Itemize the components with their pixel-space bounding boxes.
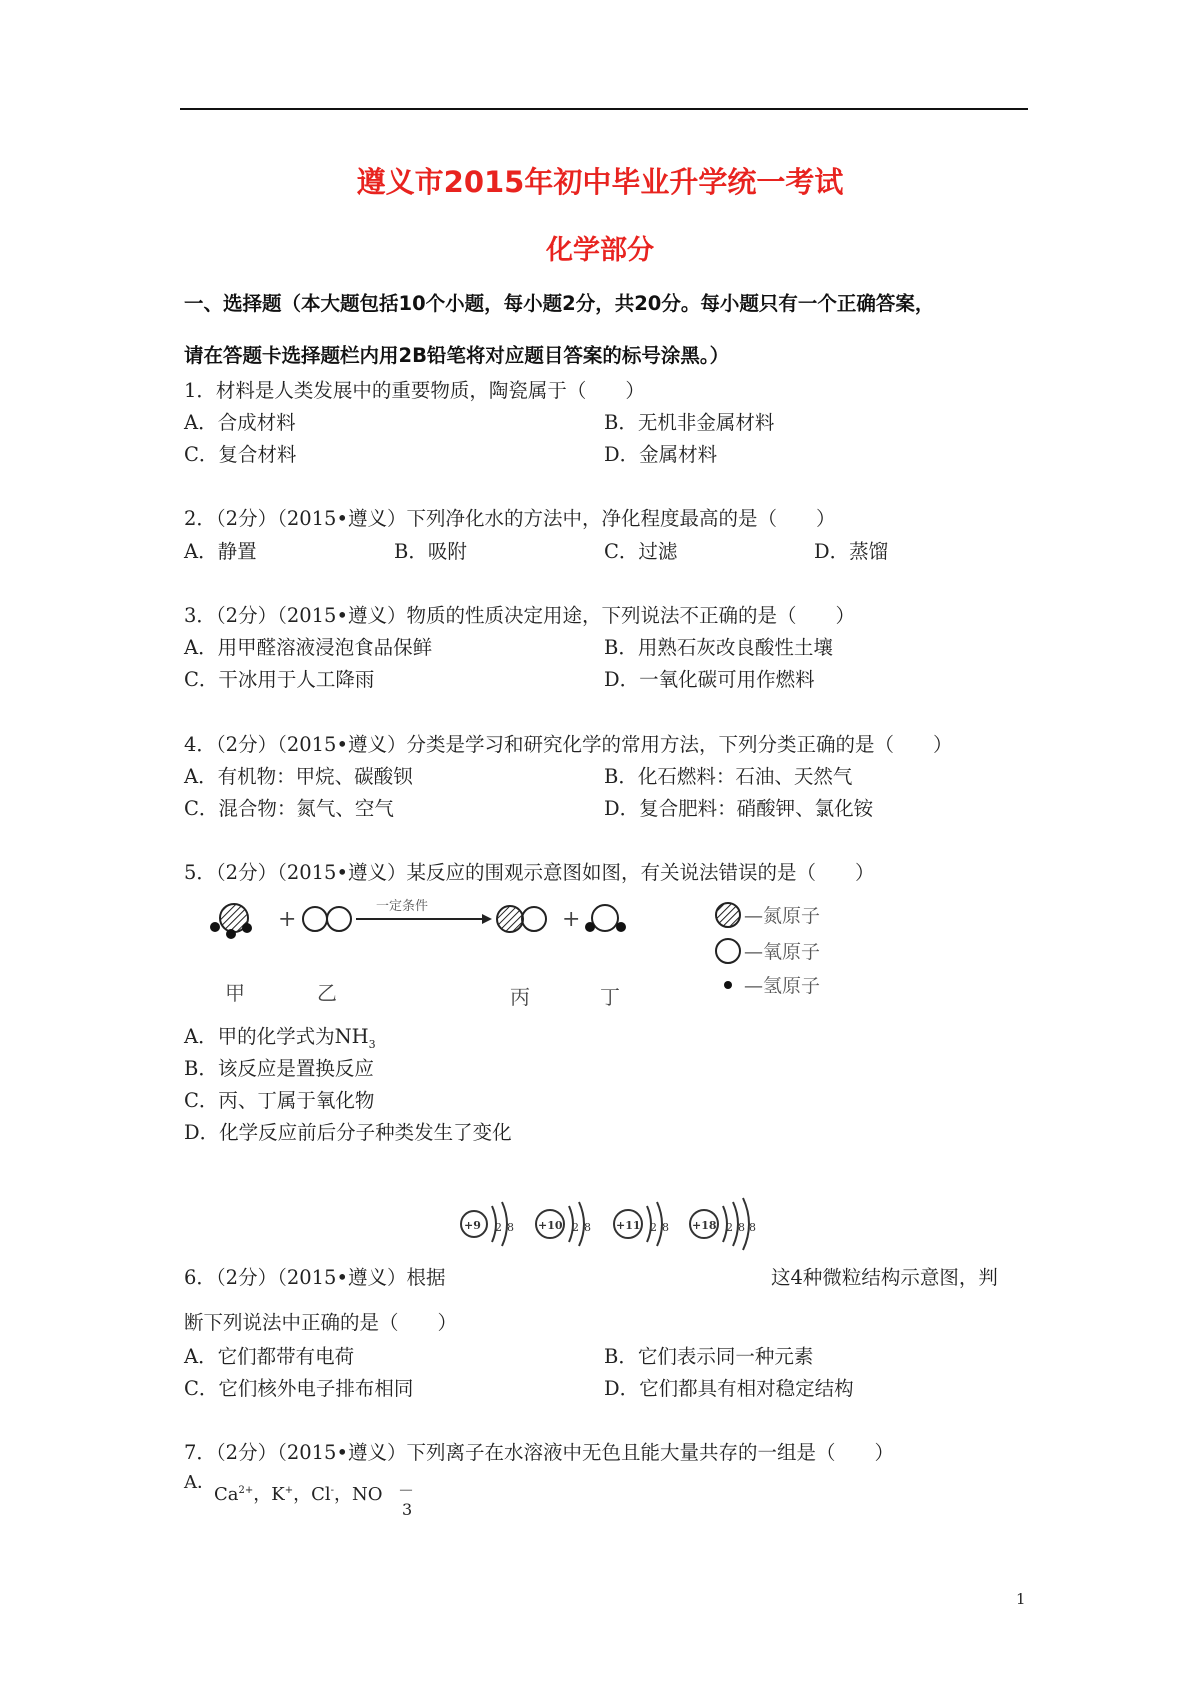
- arrow-condition-label: 一定条件: [376, 899, 429, 914]
- q6-stem-before: 6．（2分）（2015•遵义）根据: [184, 1266, 446, 1289]
- q3-stem: 3．（2分）（2015•遵义）物质的性质决定用途，下列说法不正确的是（ ）: [184, 604, 855, 627]
- q1-option-b: B．无机非金属材料: [604, 411, 775, 434]
- particle-4-shell-3: 8: [749, 1221, 756, 1234]
- q3-option-b: B．用熟石灰改良酸性土壤: [604, 636, 833, 659]
- q2-option-a: A．静置: [184, 540, 257, 563]
- legend-hydrogen-label: —氢原子: [744, 975, 821, 997]
- particle-1: [461, 1202, 514, 1246]
- particle-2-nucleus: +10: [538, 1219, 563, 1232]
- particle-1-shell-1: 2: [495, 1221, 502, 1234]
- molecule-jia: [210, 904, 252, 939]
- q3-option-c: C．干冰用于人工降雨: [184, 668, 375, 691]
- q2-stem: 2．（2分）（2015•遵义）下列净化水的方法中，净化程度最高的是（ ）: [184, 507, 836, 530]
- particle-4-shell-1: 2: [726, 1221, 733, 1234]
- q4-option-c: C．混合物：氮气、空气: [184, 797, 394, 820]
- q2-option-c: C．过滤: [604, 540, 678, 563]
- ion-cl-charge: -: [330, 1485, 335, 1496]
- section-heading-line1: 一、选择题（本大题包括10个小题，每小题2分，共20分。每小题只有一个正确答案，: [184, 292, 935, 315]
- ion-ca: Ca: [214, 1484, 239, 1505]
- particle-4-nucleus: +18: [692, 1219, 717, 1232]
- section-heading-line2: 请在答题卡选择题栏内用2B铅笔将对应题目答案的标号涂黑。）: [184, 344, 730, 367]
- particle-1-shell-2: 8: [507, 1221, 514, 1234]
- q7-stem: 7．（2分）（2015•遵义）下列离子在水溶液中无色且能大量共存的一组是（ ）: [184, 1441, 894, 1464]
- q2-option-d: D．蒸馏: [814, 540, 889, 563]
- q5-option-c: C．丙、丁属于氧化物: [184, 1089, 375, 1112]
- q7-option-a-ions: [214, 1480, 383, 1506]
- molecule-bing: [497, 906, 546, 932]
- ion-k-charge: +: [284, 1485, 294, 1496]
- q4-option-b: B．化石燃料：石油、天然气: [604, 765, 853, 788]
- exam-subtitle: 化学部分: [546, 235, 654, 266]
- ion-no3-charge: －: [398, 1481, 415, 1500]
- q5-option-b: B．该反应是置换反应: [184, 1057, 374, 1080]
- q5-option-d: D．化学反应前后分子种类发生了变化: [184, 1121, 512, 1144]
- label-ding: 丁: [600, 985, 620, 1009]
- q6-particle-structure-figure: [452, 1194, 774, 1260]
- ion-no3: ，NO: [334, 1484, 383, 1505]
- particle-1-nucleus: +9: [464, 1219, 481, 1232]
- ion-no3-subscript: 3: [402, 1500, 413, 1519]
- legend-nitrogen: [716, 903, 820, 927]
- q6-option-d: D．它们都具有相对稳定结构: [604, 1377, 854, 1400]
- q3-option-d: D．一氧化碳可用作燃料: [604, 668, 815, 691]
- particle-3-shell-2: 8: [662, 1221, 669, 1234]
- q4-option-a: A．有机物：甲烷、碳酸钡: [184, 765, 413, 788]
- plus-sign-2: +: [562, 907, 581, 932]
- particle-3: [614, 1202, 669, 1246]
- particle-4: [690, 1198, 756, 1250]
- q1-option-c: C．复合材料: [184, 443, 297, 466]
- q6-option-b: B．它们表示同一种元素: [604, 1345, 814, 1368]
- q4-stem: 4．（2分）（2015•遵义）分类是学习和研究化学的常用方法，下列分类正确的是（ ）: [184, 733, 953, 756]
- q6-stem-after: 这4种微粒结构示意图，判: [771, 1266, 998, 1289]
- header-rule: [180, 108, 1028, 110]
- q5-reaction-figure: [200, 890, 880, 1015]
- q5-option-a-subscript: 3: [368, 1037, 376, 1051]
- q1-option-d: D．金属材料: [604, 443, 718, 466]
- particle-2-shell-1: 2: [572, 1221, 579, 1234]
- particle-2: [536, 1202, 591, 1246]
- legend-oxygen-label: —氧原子: [744, 941, 821, 963]
- q1-stem: 1．材料是人类发展中的重要物质，陶瓷属于（ ）: [184, 379, 645, 402]
- reaction-arrow: [356, 914, 492, 924]
- particle-4-shell-2: 8: [738, 1221, 745, 1234]
- q1-option-a: A．合成材料: [184, 411, 296, 434]
- q7-option-a-label: A．: [184, 1472, 215, 1493]
- q5-stem: 5．（2分）（2015•遵义）某反应的围观示意图如图，有关说法错误的是（ ）: [184, 861, 875, 884]
- page-number: 1: [1016, 1590, 1026, 1608]
- legend-nitrogen-label: —氮原子: [744, 905, 821, 927]
- q6-option-c: C．它们核外电子排布相同: [184, 1377, 414, 1400]
- ion-cl: ，Cl: [293, 1484, 331, 1505]
- q6-stem-line2: 断下列说法中正确的是（ ）: [184, 1311, 458, 1334]
- molecule-ding: [585, 905, 626, 932]
- q3-option-a: A．用甲醛溶液浸泡食品保鲜: [184, 636, 433, 659]
- particle-3-nucleus: +11: [616, 1219, 641, 1232]
- particle-3-shell-1: 2: [650, 1221, 657, 1234]
- q5-option-a-text: A．甲的化学式为NH: [184, 1025, 369, 1048]
- q2-option-b: B．吸附: [394, 540, 467, 563]
- legend-hydrogen: [724, 975, 820, 997]
- label-bing: 丙: [510, 985, 530, 1009]
- legend-oxygen: [716, 939, 820, 963]
- particle-2-shell-2: 8: [584, 1221, 591, 1234]
- ion-ca-charge: 2+: [238, 1485, 254, 1496]
- q4-option-d: D．复合肥料：硝酸钾、氯化铵: [604, 797, 874, 820]
- label-jia: 甲: [225, 981, 245, 1005]
- ion-k: ，K: [253, 1484, 285, 1505]
- label-yi: 乙: [317, 981, 337, 1005]
- q6-option-a: A．它们都带有电荷: [184, 1345, 355, 1368]
- plus-sign-1: +: [278, 907, 297, 932]
- exam-title: 遵义市2015年初中毕业升学统一考试: [356, 165, 844, 199]
- q5-option-a: [184, 1021, 376, 1051]
- molecule-yi: [303, 907, 351, 931]
